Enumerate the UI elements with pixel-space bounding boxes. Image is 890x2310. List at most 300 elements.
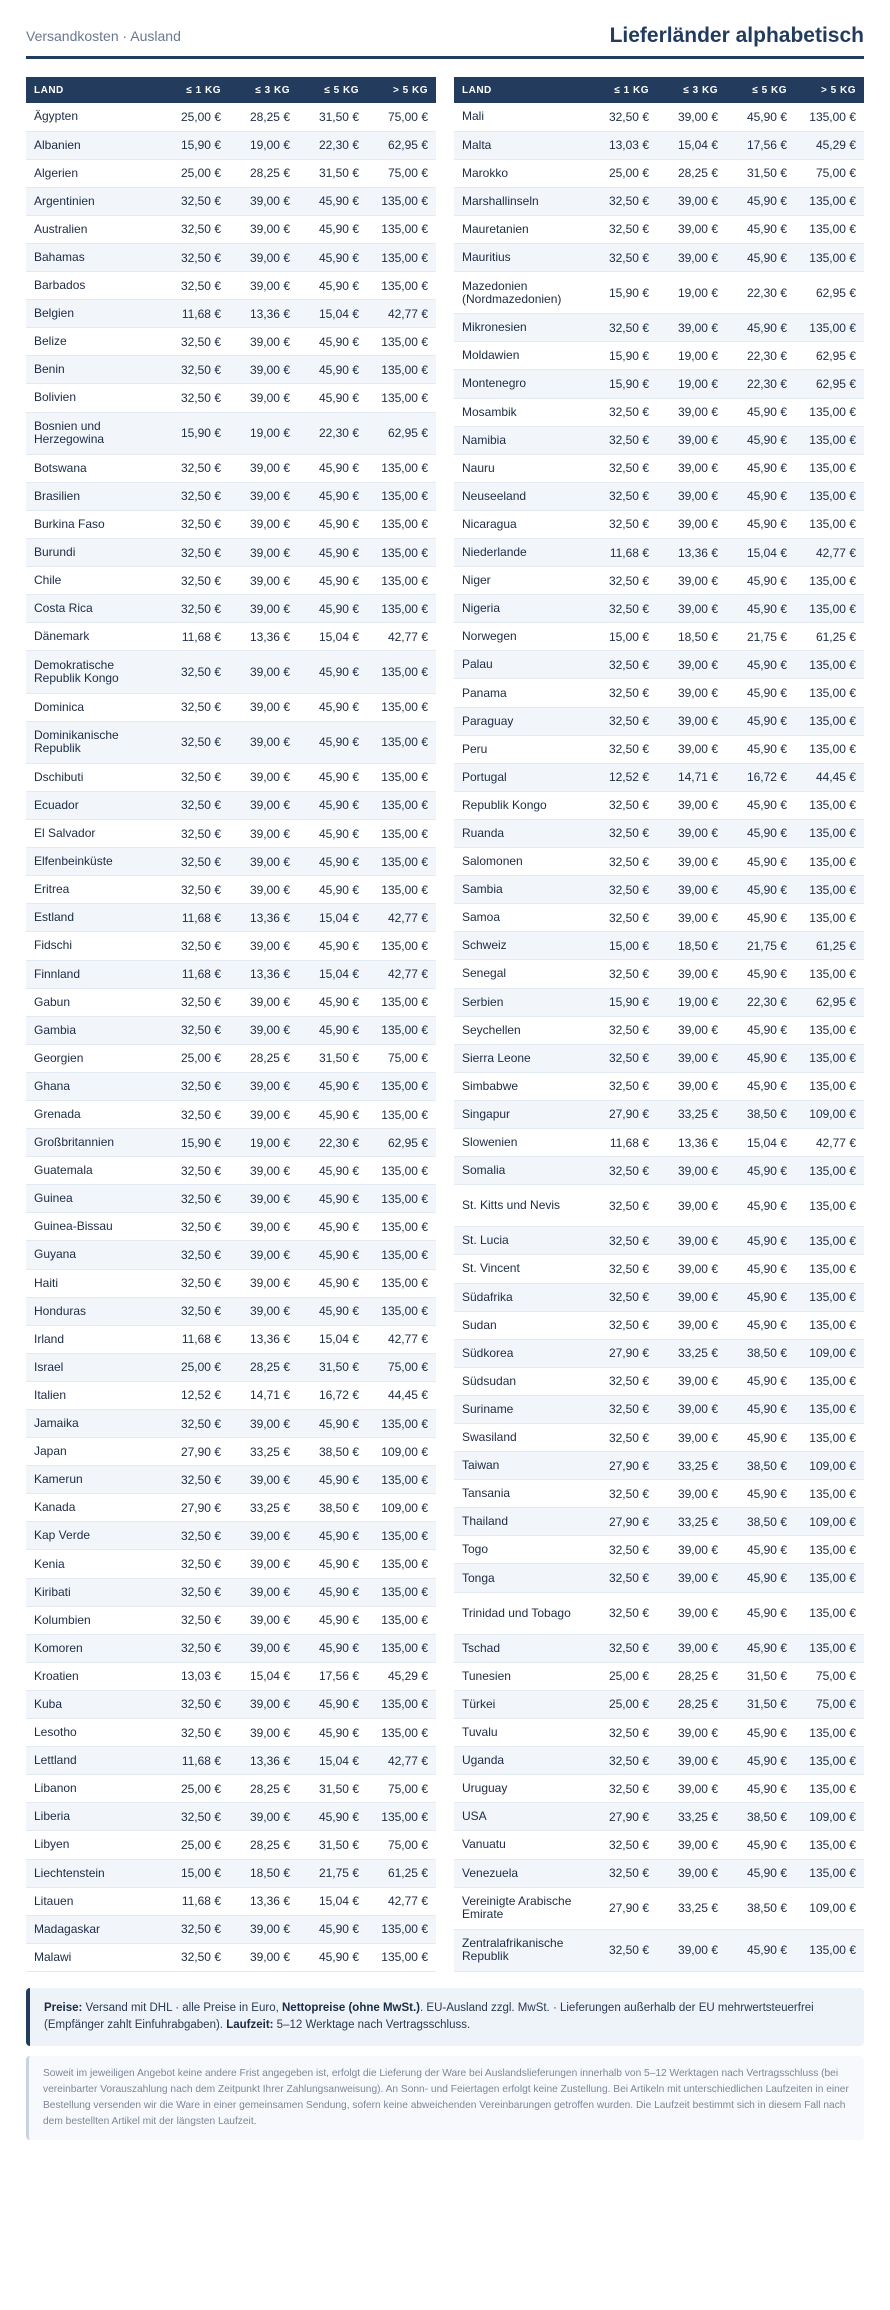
table-row <box>26 131 436 159</box>
table-row <box>26 1803 436 1831</box>
table-row <box>454 159 864 187</box>
country-cell: Dominikanische Republik <box>26 721 160 763</box>
price-over5kg-cell: 135,00 € <box>795 876 864 904</box>
price-1kg-cell: 32,50 € <box>160 988 229 1016</box>
country-cell: Schweiz <box>454 932 588 960</box>
price-3kg-cell: 19,00 € <box>657 370 726 398</box>
price-5kg-cell: 31,50 € <box>298 103 367 131</box>
price-5kg-cell: 38,50 € <box>726 1887 795 1929</box>
price-over5kg-cell: 62,95 € <box>795 988 864 1016</box>
price-5kg-cell: 22,30 € <box>298 1129 367 1157</box>
country-cell: Benin <box>26 356 160 384</box>
price-3kg-cell: 39,00 € <box>657 1185 726 1227</box>
country-cell: Italien <box>26 1381 160 1409</box>
price-5kg-cell: 45,90 € <box>726 848 795 876</box>
table-row <box>26 1100 436 1128</box>
table-row <box>26 1859 436 1887</box>
country-cell: Tonga <box>454 1564 588 1592</box>
price-3kg-cell: 39,00 € <box>657 848 726 876</box>
price-1kg-cell: 15,90 € <box>588 272 657 314</box>
price-1kg-cell: 32,50 € <box>160 215 229 243</box>
country-cell: Kenia <box>26 1550 160 1578</box>
price-3kg-cell: 39,00 € <box>229 272 298 300</box>
price-over5kg-cell: 135,00 € <box>795 651 864 679</box>
price-1kg-cell: 32,50 € <box>160 243 229 271</box>
price-over5kg-cell: 135,00 € <box>367 876 436 904</box>
price-1kg-cell: 32,50 € <box>160 482 229 510</box>
country-cell: Simbabwe <box>454 1072 588 1100</box>
col-header-country: LAND <box>26 77 160 103</box>
table-row <box>454 243 864 271</box>
price-3kg-cell: 39,00 € <box>657 791 726 819</box>
price-5kg-cell: 45,90 € <box>298 215 367 243</box>
table-row <box>454 1128 864 1156</box>
country-cell: Mosambik <box>454 398 588 426</box>
country-cell: Algerien <box>26 159 160 187</box>
price-over5kg-cell: 135,00 € <box>795 215 864 243</box>
country-cell: Türkei <box>454 1690 588 1718</box>
country-cell: Georgien <box>26 1044 160 1072</box>
table-row <box>26 384 436 412</box>
price-over5kg-cell: 135,00 € <box>367 187 436 215</box>
price-over5kg-cell: 75,00 € <box>795 1690 864 1718</box>
price-3kg-cell: 39,00 € <box>229 539 298 567</box>
price-over5kg-cell: 135,00 € <box>795 103 864 131</box>
price-1kg-cell: 11,68 € <box>160 1747 229 1775</box>
price-1kg-cell: 32,50 € <box>588 1311 657 1339</box>
price-1kg-cell: 15,90 € <box>588 370 657 398</box>
price-over5kg-cell: 135,00 € <box>795 1227 864 1255</box>
table-row <box>454 1803 864 1831</box>
price-1kg-cell: 32,50 € <box>160 1550 229 1578</box>
col-header-over5kg: > 5 KG <box>367 77 436 103</box>
table-row <box>26 159 436 187</box>
price-1kg-cell: 32,50 € <box>588 595 657 623</box>
price-over5kg-cell: 135,00 € <box>795 1016 864 1044</box>
price-1kg-cell: 32,50 € <box>160 356 229 384</box>
table-row <box>454 370 864 398</box>
price-1kg-cell: 15,90 € <box>160 412 229 454</box>
table-row <box>26 1943 436 1971</box>
price-1kg-cell: 32,50 € <box>588 848 657 876</box>
price-5kg-cell: 15,04 € <box>298 300 367 328</box>
table-row <box>454 539 864 567</box>
price-5kg-cell: 31,50 € <box>298 1353 367 1381</box>
table-row <box>26 1522 436 1550</box>
table-row <box>454 1395 864 1423</box>
price-5kg-cell: 45,90 € <box>726 1255 795 1283</box>
country-cell: Gabun <box>26 988 160 1016</box>
price-5kg-cell: 31,50 € <box>726 159 795 187</box>
country-cell: Seychellen <box>454 1016 588 1044</box>
price-over5kg-cell: 62,95 € <box>367 412 436 454</box>
price-1kg-cell: 32,50 € <box>160 1719 229 1747</box>
price-3kg-cell: 39,00 € <box>657 1592 726 1634</box>
table-row <box>454 1227 864 1255</box>
price-1kg-cell: 32,50 € <box>160 1072 229 1100</box>
price-5kg-cell: 21,75 € <box>726 932 795 960</box>
country-cell: St. Vincent <box>454 1255 588 1283</box>
country-cell: Marshallinseln <box>454 187 588 215</box>
country-cell: Haiti <box>26 1269 160 1297</box>
price-3kg-cell: 39,00 € <box>229 848 298 876</box>
table-row <box>454 1480 864 1508</box>
shipping-table-right <box>454 77 864 1972</box>
price-3kg-cell: 18,50 € <box>229 1859 298 1887</box>
price-3kg-cell: 39,00 € <box>229 1690 298 1718</box>
price-5kg-cell: 45,90 € <box>298 988 367 1016</box>
country-cell: Fidschi <box>26 932 160 960</box>
country-cell: Suriname <box>454 1395 588 1423</box>
price-1kg-cell: 15,90 € <box>160 1129 229 1157</box>
price-3kg-cell: 13,36 € <box>229 904 298 932</box>
table-row <box>26 1016 436 1044</box>
page-title: Lieferländer alphabetisch <box>609 24 864 47</box>
price-1kg-cell: 12,52 € <box>160 1381 229 1409</box>
table-body-left <box>26 103 436 1971</box>
price-over5kg-cell: 109,00 € <box>795 1803 864 1831</box>
price-5kg-cell: 45,90 € <box>298 1241 367 1269</box>
table-row <box>26 1915 436 1943</box>
price-over5kg-cell: 135,00 € <box>795 510 864 538</box>
price-1kg-cell: 11,68 € <box>160 1325 229 1353</box>
price-over5kg-cell: 135,00 € <box>795 595 864 623</box>
price-over5kg-cell: 42,77 € <box>795 539 864 567</box>
price-1kg-cell: 32,50 € <box>160 510 229 538</box>
price-5kg-cell: 17,56 € <box>298 1662 367 1690</box>
price-1kg-cell: 32,50 € <box>588 398 657 426</box>
price-1kg-cell: 32,50 € <box>160 567 229 595</box>
country-cell: Bosnien und Herzegowina <box>26 412 160 454</box>
price-over5kg-cell: 135,00 € <box>367 1690 436 1718</box>
country-cell: Uruguay <box>454 1775 588 1803</box>
price-over5kg-cell: 135,00 € <box>367 328 436 356</box>
price-over5kg-cell: 135,00 € <box>367 791 436 819</box>
price-3kg-cell: 28,25 € <box>657 159 726 187</box>
price-1kg-cell: 32,50 € <box>160 848 229 876</box>
price-5kg-cell: 45,90 € <box>726 707 795 735</box>
price-3kg-cell: 39,00 € <box>657 1072 726 1100</box>
price-5kg-cell: 15,04 € <box>298 623 367 651</box>
price-5kg-cell: 45,90 € <box>298 356 367 384</box>
price-3kg-cell: 39,00 € <box>657 1311 726 1339</box>
table-row <box>454 187 864 215</box>
table-row <box>454 1662 864 1690</box>
price-1kg-cell: 32,50 € <box>588 215 657 243</box>
price-1kg-cell: 32,50 € <box>160 791 229 819</box>
price-3kg-cell: 13,36 € <box>229 1325 298 1353</box>
price-3kg-cell: 28,25 € <box>657 1690 726 1718</box>
price-1kg-cell: 32,50 € <box>588 1747 657 1775</box>
price-5kg-cell: 21,75 € <box>726 623 795 651</box>
country-cell: Israel <box>26 1353 160 1381</box>
country-cell: Vereinigte Arabische Emirate <box>454 1887 588 1929</box>
price-1kg-cell: 32,50 € <box>160 1185 229 1213</box>
price-3kg-cell: 39,00 € <box>657 595 726 623</box>
price-5kg-cell: 45,90 € <box>726 595 795 623</box>
price-1kg-cell: 32,50 € <box>588 1775 657 1803</box>
delivery-disclaimer: Soweit im jeweiligen Angebot keine andere Frist angegeben ist, erfolgt die Lieferung der Ware bei Auslandslieferungen innerhalb von 5–12 Werktagen nach Vertragsschluss (bei vereinbarter Vorauszahlung nach dem Zeitpunkt Ihrer Zahlungsanweisung). An Sonn- und Feiertagen erfolgt keine Zustellung. Bei Artikeln mit unterschiedlichen Laufzeiten in einer Bestellung versenden wir die Ware in einer gemeinsamen Sendung, sofern keine abweichenden Vereinbarungen getroffen wurden. Die Laufzeit bestimmt sich in diesem Fall nach dem bestellten Artikel mit der längsten Laufzeit. <box>26 2056 864 2140</box>
price-3kg-cell: 19,00 € <box>657 988 726 1016</box>
table-row <box>26 454 436 482</box>
table-row <box>26 1213 436 1241</box>
table-row <box>26 904 436 932</box>
price-over5kg-cell: 109,00 € <box>795 1452 864 1480</box>
country-cell: Kolumbien <box>26 1606 160 1634</box>
price-5kg-cell: 45,90 € <box>298 1522 367 1550</box>
country-cell: Guyana <box>26 1241 160 1269</box>
table-row <box>26 510 436 538</box>
price-over5kg-cell: 135,00 € <box>795 707 864 735</box>
price-over5kg-cell: 135,00 € <box>367 567 436 595</box>
country-cell: Nauru <box>454 454 588 482</box>
price-1kg-cell: 27,90 € <box>588 1452 657 1480</box>
price-1kg-cell: 32,50 € <box>160 1522 229 1550</box>
price-1kg-cell: 32,50 € <box>588 1255 657 1283</box>
country-cell: Bolivien <box>26 384 160 412</box>
price-over5kg-cell: 135,00 € <box>795 1185 864 1227</box>
country-cell: Ruanda <box>454 819 588 847</box>
price-3kg-cell: 33,25 € <box>657 1508 726 1536</box>
price-5kg-cell: 45,90 € <box>726 1424 795 1452</box>
price-1kg-cell: 13,03 € <box>160 1662 229 1690</box>
country-cell: Sudan <box>454 1311 588 1339</box>
price-1kg-cell: 32,50 € <box>160 651 229 693</box>
price-over5kg-cell: 62,95 € <box>795 342 864 370</box>
price-3kg-cell: 39,00 € <box>229 763 298 791</box>
price-over5kg-cell: 135,00 € <box>367 215 436 243</box>
country-cell: Australien <box>26 215 160 243</box>
price-over5kg-cell: 135,00 € <box>795 1283 864 1311</box>
price-3kg-cell: 39,00 € <box>229 651 298 693</box>
price-3kg-cell: 39,00 € <box>229 1522 298 1550</box>
table-row <box>26 1578 436 1606</box>
price-over5kg-cell: 135,00 € <box>367 272 436 300</box>
price-5kg-cell: 45,90 € <box>726 1016 795 1044</box>
price-5kg-cell: 38,50 € <box>726 1803 795 1831</box>
price-5kg-cell: 15,04 € <box>298 1747 367 1775</box>
table-row <box>454 1072 864 1100</box>
country-cell: Burundi <box>26 539 160 567</box>
price-5kg-cell: 45,90 € <box>298 1550 367 1578</box>
price-5kg-cell: 16,72 € <box>726 763 795 791</box>
price-over5kg-cell: 135,00 € <box>795 848 864 876</box>
price-1kg-cell: 32,50 € <box>588 1831 657 1859</box>
price-1kg-cell: 13,03 € <box>588 131 657 159</box>
price-5kg-cell: 45,90 € <box>298 651 367 693</box>
price-1kg-cell: 32,50 € <box>160 187 229 215</box>
col-header-1kg: ≤ 1 KG <box>588 77 657 103</box>
price-over5kg-cell: 135,00 € <box>367 1100 436 1128</box>
price-1kg-cell: 32,50 € <box>160 1634 229 1662</box>
price-over5kg-cell: 61,25 € <box>795 623 864 651</box>
price-3kg-cell: 39,00 € <box>229 243 298 271</box>
price-1kg-cell: 32,50 € <box>160 1410 229 1438</box>
table-row <box>454 763 864 791</box>
price-5kg-cell: 15,04 € <box>298 1887 367 1915</box>
price-1kg-cell: 32,50 € <box>588 103 657 131</box>
price-3kg-cell: 39,00 € <box>229 1943 298 1971</box>
price-3kg-cell: 39,00 € <box>229 693 298 721</box>
price-5kg-cell: 31,50 € <box>298 1831 367 1859</box>
table-row <box>454 1157 864 1185</box>
price-3kg-cell: 39,00 € <box>229 187 298 215</box>
price-3kg-cell: 39,00 € <box>229 1550 298 1578</box>
price-3kg-cell: 39,00 € <box>657 567 726 595</box>
price-5kg-cell: 45,90 € <box>726 735 795 763</box>
price-3kg-cell: 39,00 € <box>657 243 726 271</box>
price-over5kg-cell: 135,00 € <box>795 1395 864 1423</box>
price-over5kg-cell: 135,00 € <box>795 1634 864 1662</box>
table-row <box>26 820 436 848</box>
price-over5kg-cell: 62,95 € <box>367 1129 436 1157</box>
price-1kg-cell: 32,50 € <box>160 693 229 721</box>
country-cell: Demokratische Republik Kongo <box>26 651 160 693</box>
country-cell: Südkorea <box>454 1339 588 1367</box>
price-5kg-cell: 45,90 € <box>726 1044 795 1072</box>
price-over5kg-cell: 109,00 € <box>795 1887 864 1929</box>
price-over5kg-cell: 135,00 € <box>795 567 864 595</box>
price-1kg-cell: 32,50 € <box>160 1803 229 1831</box>
table-row <box>454 1747 864 1775</box>
price-over5kg-cell: 135,00 € <box>795 1480 864 1508</box>
country-cell: St. Lucia <box>454 1227 588 1255</box>
price-5kg-cell: 45,90 € <box>726 510 795 538</box>
price-over5kg-cell: 75,00 € <box>367 1831 436 1859</box>
country-cell: Mikronesien <box>454 314 588 342</box>
price-5kg-cell: 45,90 € <box>298 1016 367 1044</box>
country-cell: Mali <box>454 103 588 131</box>
price-1kg-cell: 32,50 € <box>588 1395 657 1423</box>
price-over5kg-cell: 135,00 € <box>367 1072 436 1100</box>
price-3kg-cell: 14,71 € <box>657 763 726 791</box>
price-3kg-cell: 28,25 € <box>229 1775 298 1803</box>
price-3kg-cell: 39,00 € <box>657 482 726 510</box>
country-cell: Elfenbeinküste <box>26 848 160 876</box>
price-5kg-cell: 45,90 € <box>726 567 795 595</box>
price-over5kg-cell: 42,77 € <box>367 300 436 328</box>
price-over5kg-cell: 135,00 € <box>367 1185 436 1213</box>
price-5kg-cell: 45,90 € <box>298 763 367 791</box>
price-5kg-cell: 45,90 € <box>298 1719 367 1747</box>
table-row <box>26 1325 436 1353</box>
country-cell: Honduras <box>26 1297 160 1325</box>
price-over5kg-cell: 135,00 € <box>795 1072 864 1100</box>
price-over5kg-cell: 75,00 € <box>367 1775 436 1803</box>
price-over5kg-cell: 135,00 € <box>367 1157 436 1185</box>
table-row <box>454 1634 864 1662</box>
price-over5kg-cell: 135,00 € <box>367 482 436 510</box>
price-1kg-cell: 32,50 € <box>160 1157 229 1185</box>
country-cell: Thailand <box>454 1508 588 1536</box>
price-5kg-cell: 45,90 € <box>726 482 795 510</box>
price-3kg-cell: 33,25 € <box>657 1339 726 1367</box>
price-over5kg-cell: 135,00 € <box>795 1719 864 1747</box>
price-over5kg-cell: 135,00 € <box>795 904 864 932</box>
country-cell: Ghana <box>26 1072 160 1100</box>
country-cell: Eritrea <box>26 876 160 904</box>
price-5kg-cell: 45,90 € <box>298 384 367 412</box>
price-5kg-cell: 45,90 € <box>298 932 367 960</box>
country-cell: Lesotho <box>26 1719 160 1747</box>
country-cell: Südafrika <box>454 1283 588 1311</box>
price-1kg-cell: 32,50 € <box>588 1227 657 1255</box>
price-3kg-cell: 19,00 € <box>657 272 726 314</box>
price-1kg-cell: 32,50 € <box>588 791 657 819</box>
country-cell: Burkina Faso <box>26 510 160 538</box>
price-3kg-cell: 39,00 € <box>657 904 726 932</box>
price-5kg-cell: 45,90 € <box>726 426 795 454</box>
price-over5kg-cell: 135,00 € <box>367 1606 436 1634</box>
price-1kg-cell: 32,50 € <box>588 1592 657 1634</box>
price-over5kg-cell: 135,00 € <box>795 314 864 342</box>
price-3kg-cell: 39,00 € <box>657 819 726 847</box>
price-1kg-cell: 32,50 € <box>588 876 657 904</box>
price-over5kg-cell: 135,00 € <box>795 398 864 426</box>
price-over5kg-cell: 135,00 € <box>367 1466 436 1494</box>
country-cell: St. Kitts und Nevis <box>454 1185 588 1227</box>
price-5kg-cell: 45,90 € <box>726 103 795 131</box>
price-1kg-cell: 32,50 € <box>160 820 229 848</box>
price-1kg-cell: 32,50 € <box>588 510 657 538</box>
price-over5kg-cell: 135,00 € <box>795 1564 864 1592</box>
table-row <box>26 1831 436 1859</box>
price-5kg-cell: 45,90 € <box>298 187 367 215</box>
price-over5kg-cell: 135,00 € <box>795 1311 864 1339</box>
table-row <box>26 567 436 595</box>
table-row <box>454 567 864 595</box>
price-over5kg-cell: 109,00 € <box>367 1494 436 1522</box>
col-header-1kg: ≤ 1 KG <box>160 77 229 103</box>
price-5kg-cell: 22,30 € <box>726 272 795 314</box>
price-5kg-cell: 45,90 € <box>298 876 367 904</box>
country-cell: Slowenien <box>454 1128 588 1156</box>
price-1kg-cell: 15,90 € <box>588 342 657 370</box>
country-cell: Jamaika <box>26 1410 160 1438</box>
price-3kg-cell: 39,00 € <box>657 1157 726 1185</box>
price-1kg-cell: 15,90 € <box>160 131 229 159</box>
country-cell: Liberia <box>26 1803 160 1831</box>
price-5kg-cell: 45,90 € <box>298 1606 367 1634</box>
country-cell: Albanien <box>26 131 160 159</box>
price-3kg-cell: 39,00 € <box>657 1929 726 1971</box>
price-5kg-cell: 45,90 € <box>298 1578 367 1606</box>
table-row <box>26 960 436 988</box>
table-row <box>454 960 864 988</box>
price-3kg-cell: 39,00 € <box>229 1915 298 1943</box>
price-over5kg-cell: 135,00 € <box>367 820 436 848</box>
table-row <box>26 300 436 328</box>
price-3kg-cell: 39,00 € <box>229 1634 298 1662</box>
price-1kg-cell: 11,68 € <box>160 960 229 988</box>
country-cell: Kap Verde <box>26 1522 160 1550</box>
price-1kg-cell: 32,50 € <box>588 567 657 595</box>
price-1kg-cell: 11,68 € <box>588 1128 657 1156</box>
price-3kg-cell: 39,00 € <box>229 1466 298 1494</box>
price-over5kg-cell: 62,95 € <box>367 131 436 159</box>
price-1kg-cell: 32,50 € <box>588 454 657 482</box>
country-cell: Litauen <box>26 1887 160 1915</box>
price-over5kg-cell: 135,00 € <box>795 819 864 847</box>
price-5kg-cell: 45,90 € <box>298 1943 367 1971</box>
country-cell: Samoa <box>454 904 588 932</box>
price-over5kg-cell: 135,00 € <box>795 1592 864 1634</box>
price-over5kg-cell: 135,00 € <box>795 1255 864 1283</box>
country-cell: Venezuela <box>454 1859 588 1887</box>
price-1kg-cell: 32,50 € <box>588 187 657 215</box>
price-over5kg-cell: 75,00 € <box>795 1662 864 1690</box>
price-3kg-cell: 39,00 € <box>229 482 298 510</box>
